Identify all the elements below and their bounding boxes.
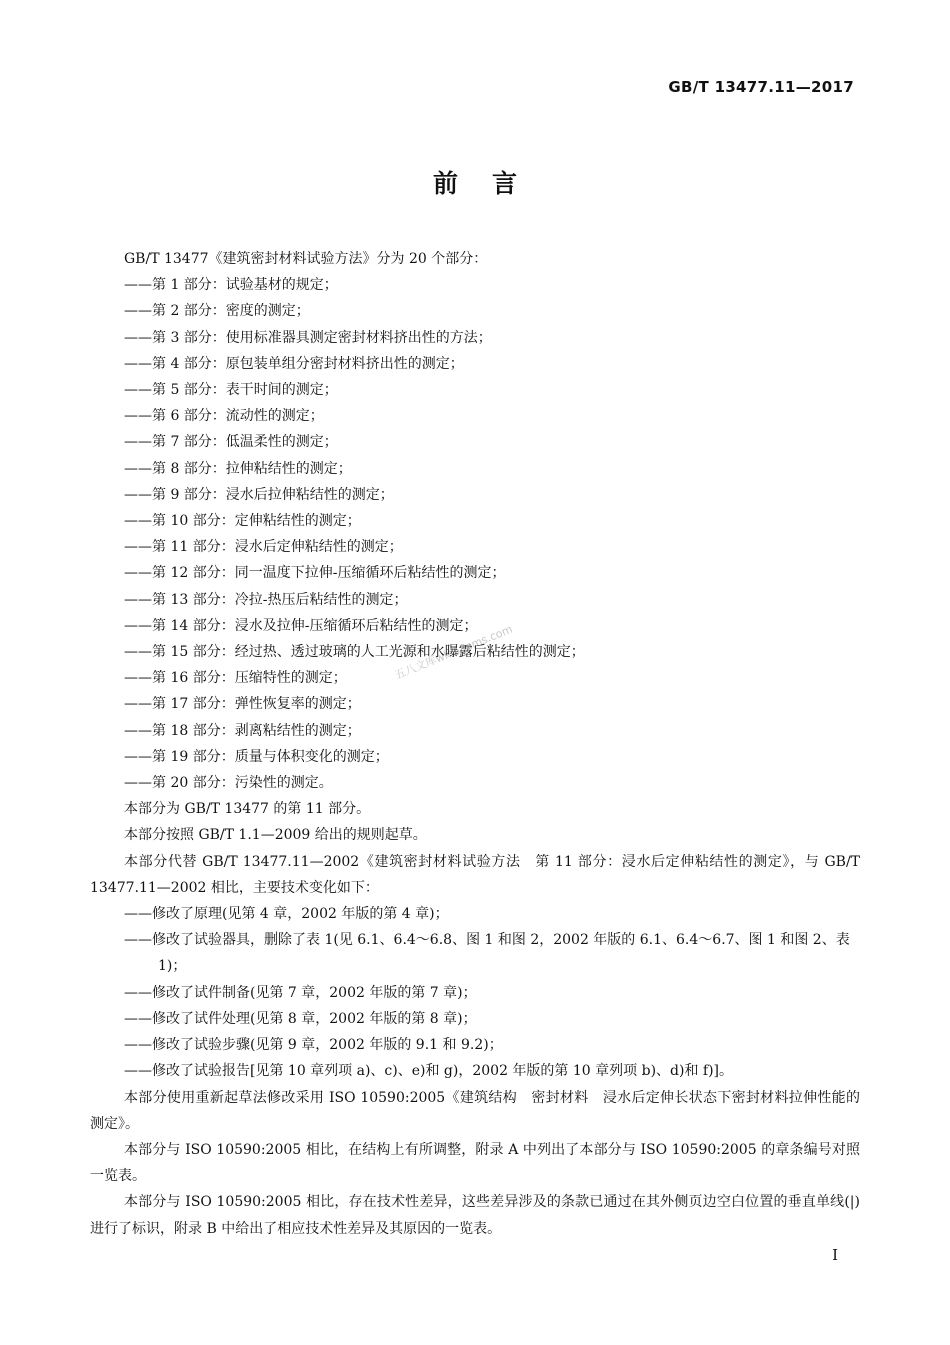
list-item: ——第 2 部分：密度的测定； [124,303,310,320]
list-item: ——第 6 部分：流动性的测定； [124,408,324,425]
list-item: ——第 10 部分：定伸粘结性的测定； [124,513,361,530]
foreword-body [90,246,860,1242]
list-item: ——修改了试件制备(见第 7 章，2002 年版的第 7 章)； [124,984,477,1001]
list-item: ——第 3 部分：使用标准器具测定密封材料挤出性的方法； [124,329,492,346]
list-item: ——修改了试验步骤(见第 9 章，2002 年版的 9.1 和 9.2)； [124,1037,503,1054]
page-title: 前言 [432,169,551,198]
list-item: ——第 12 部分：同一温度下拉伸-压缩循环后粘结性的测定； [124,565,506,582]
intro-paragraph: GB/T 13477《建筑密封材料试验方法》分为 20 个部分： [124,251,488,267]
watermark: 五八文库wk.58sms.com [392,622,515,682]
list-item: ——第 1 部分：试验基材的规定； [124,277,338,294]
list-item: ——第 7 部分：低温柔性的测定； [124,434,338,451]
list-item: ——修改了原理(见第 4 章，2002 年版的第 4 章)； [124,906,449,923]
adoption-paragraph: 本部分使用重新起草法修改采用 ISO 10590:2005《建筑结构 密封材料 浸水后定伸长状态下密封材料拉伸性能的测定》。 [90,1089,860,1132]
list-item: ——修改了试验器具，删除了表 1(见 6.1、6.4～6.8、图 1 和图 2，2002 年版的 6.1、6.4～6.7、图 1 和图 2、表 1)； [124,932,850,975]
technical-difference-paragraph: 本部分与 ISO 10590:2005 相比，存在技术性差异，这些差异涉及的条款已通过在其外侧页边空白位置的垂直单线(|)进行了标识，附录 B 中给出了相应技术性差异及其原因的一览表。 [90,1194,860,1237]
list-item: ——第 13 部分：冷拉-热压后粘结性的测定； [124,591,408,608]
list-item: ——第 8 部分：拉伸粘结性的测定； [124,460,352,477]
list-item: ——第 19 部分：质量与体积变化的测定； [124,748,389,765]
list-item: ——第 9 部分：浸水后拉伸粘结性的测定； [124,486,394,503]
list-item: ——第 20 部分：污染性的测定。 [124,775,333,792]
list-item: ——修改了试件处理(见第 8 章，2002 年版的第 8 章)； [124,1010,477,1027]
list-item: ——第 15 部分：经过热、透过玻璃的人工光源和水曝露后粘结性的测定； [124,644,585,661]
parts-list [90,272,860,796]
replaces-paragraph: 本部分代替 GB/T 13477.11—2002《建筑密封材料试验方法 第 11 部分：浸水后定伸粘结性的测定》，与 GB/T 13477.11—2002 相比，主要技术变化如下： [90,853,860,896]
list-item: ——第 11 部分：浸水后定伸粘结性的测定； [124,539,403,556]
standard-code: GB/T 13477.11—2017 [668,78,854,96]
list-item: ——第 4 部分：原包装单组分密封材料挤出性的测定； [124,355,464,372]
part-of-paragraph: 本部分为 GB/T 13477 的第 11 部分。 [124,801,371,818]
list-item: ——第 5 部分：表干时间的测定； [124,382,338,399]
changes-list [90,901,860,1084]
drafting-paragraph: 本部分按照 GB/T 1.1—2009 给出的规则起草。 [124,827,427,844]
page-number: I [832,1246,838,1264]
list-item: ——第 16 部分：压缩特性的测定； [124,670,347,687]
list-item: ——第 18 部分：剥离粘结性的测定； [124,722,361,739]
list-item: ——第 14 部分：浸水及拉伸-压缩循环后粘结性的测定； [124,617,478,634]
list-item: ——第 17 部分：弹性恢复率的测定； [124,696,361,713]
structure-paragraph: 本部分与 ISO 10590:2005 相比，在结构上有所调整，附录 A 中列出了本部分与 ISO 10590:2005 的章条编号对照一览表。 [90,1141,860,1185]
list-item: ——修改了试验报告[见第 10 章列项 a)、c)、e)和 g)，2002 年版的第 10 章列项 b)、d)和 f)]。 [124,1063,734,1080]
